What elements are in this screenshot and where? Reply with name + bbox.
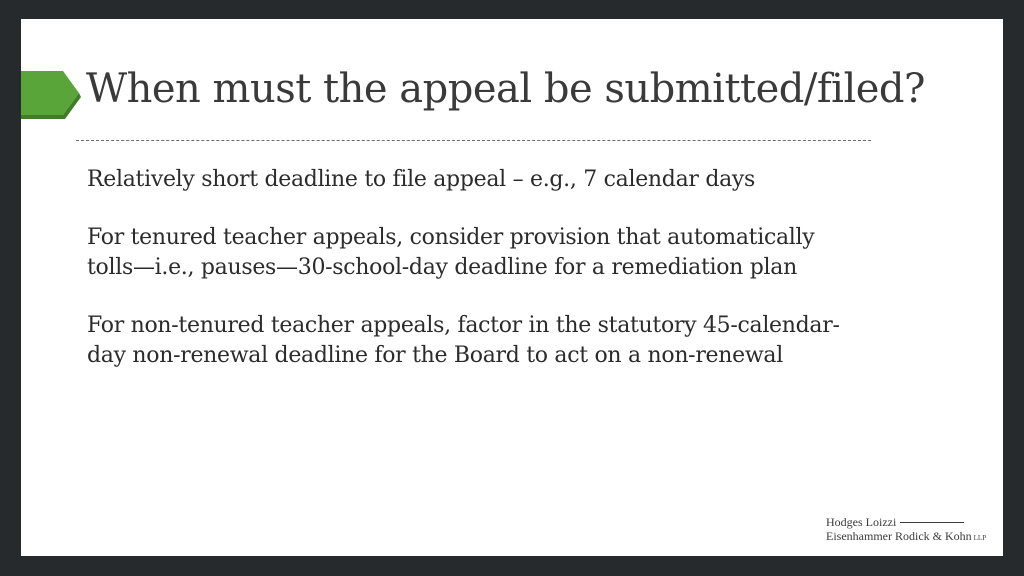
slide-body: [87, 165, 867, 399]
slide-title: When must the appeal be submitted/filed?: [86, 66, 925, 112]
logo-name-2: Eisenhammer Rodick & Kohn: [826, 529, 972, 543]
logo-line-1: [826, 515, 986, 529]
dashed-divider: [76, 140, 871, 141]
paragraph-tenured: For tenured teacher appeals, consider provision that automatically tolls—i.e., pauses—30-school-day deadline for a remediation plan: [87, 225, 815, 280]
firm-logo: [826, 515, 986, 545]
logo-rule: [900, 522, 964, 523]
slide: [21, 19, 1003, 556]
logo-suffix: LLP: [973, 534, 987, 542]
chevron-arrow-icon: [21, 67, 81, 119]
logo-name-1: Hodges Loizzi: [826, 515, 897, 529]
paragraph-deadline: Relatively short deadline to file appeal – e.g., 7 calendar days: [87, 167, 756, 192]
logo-line-2: [826, 529, 986, 545]
paragraph-non-tenured: For non-tenured teacher appeals, factor in the statutory 45-calendar-day non-renewal deadline for the Board to act on a non-renewal: [87, 313, 840, 368]
